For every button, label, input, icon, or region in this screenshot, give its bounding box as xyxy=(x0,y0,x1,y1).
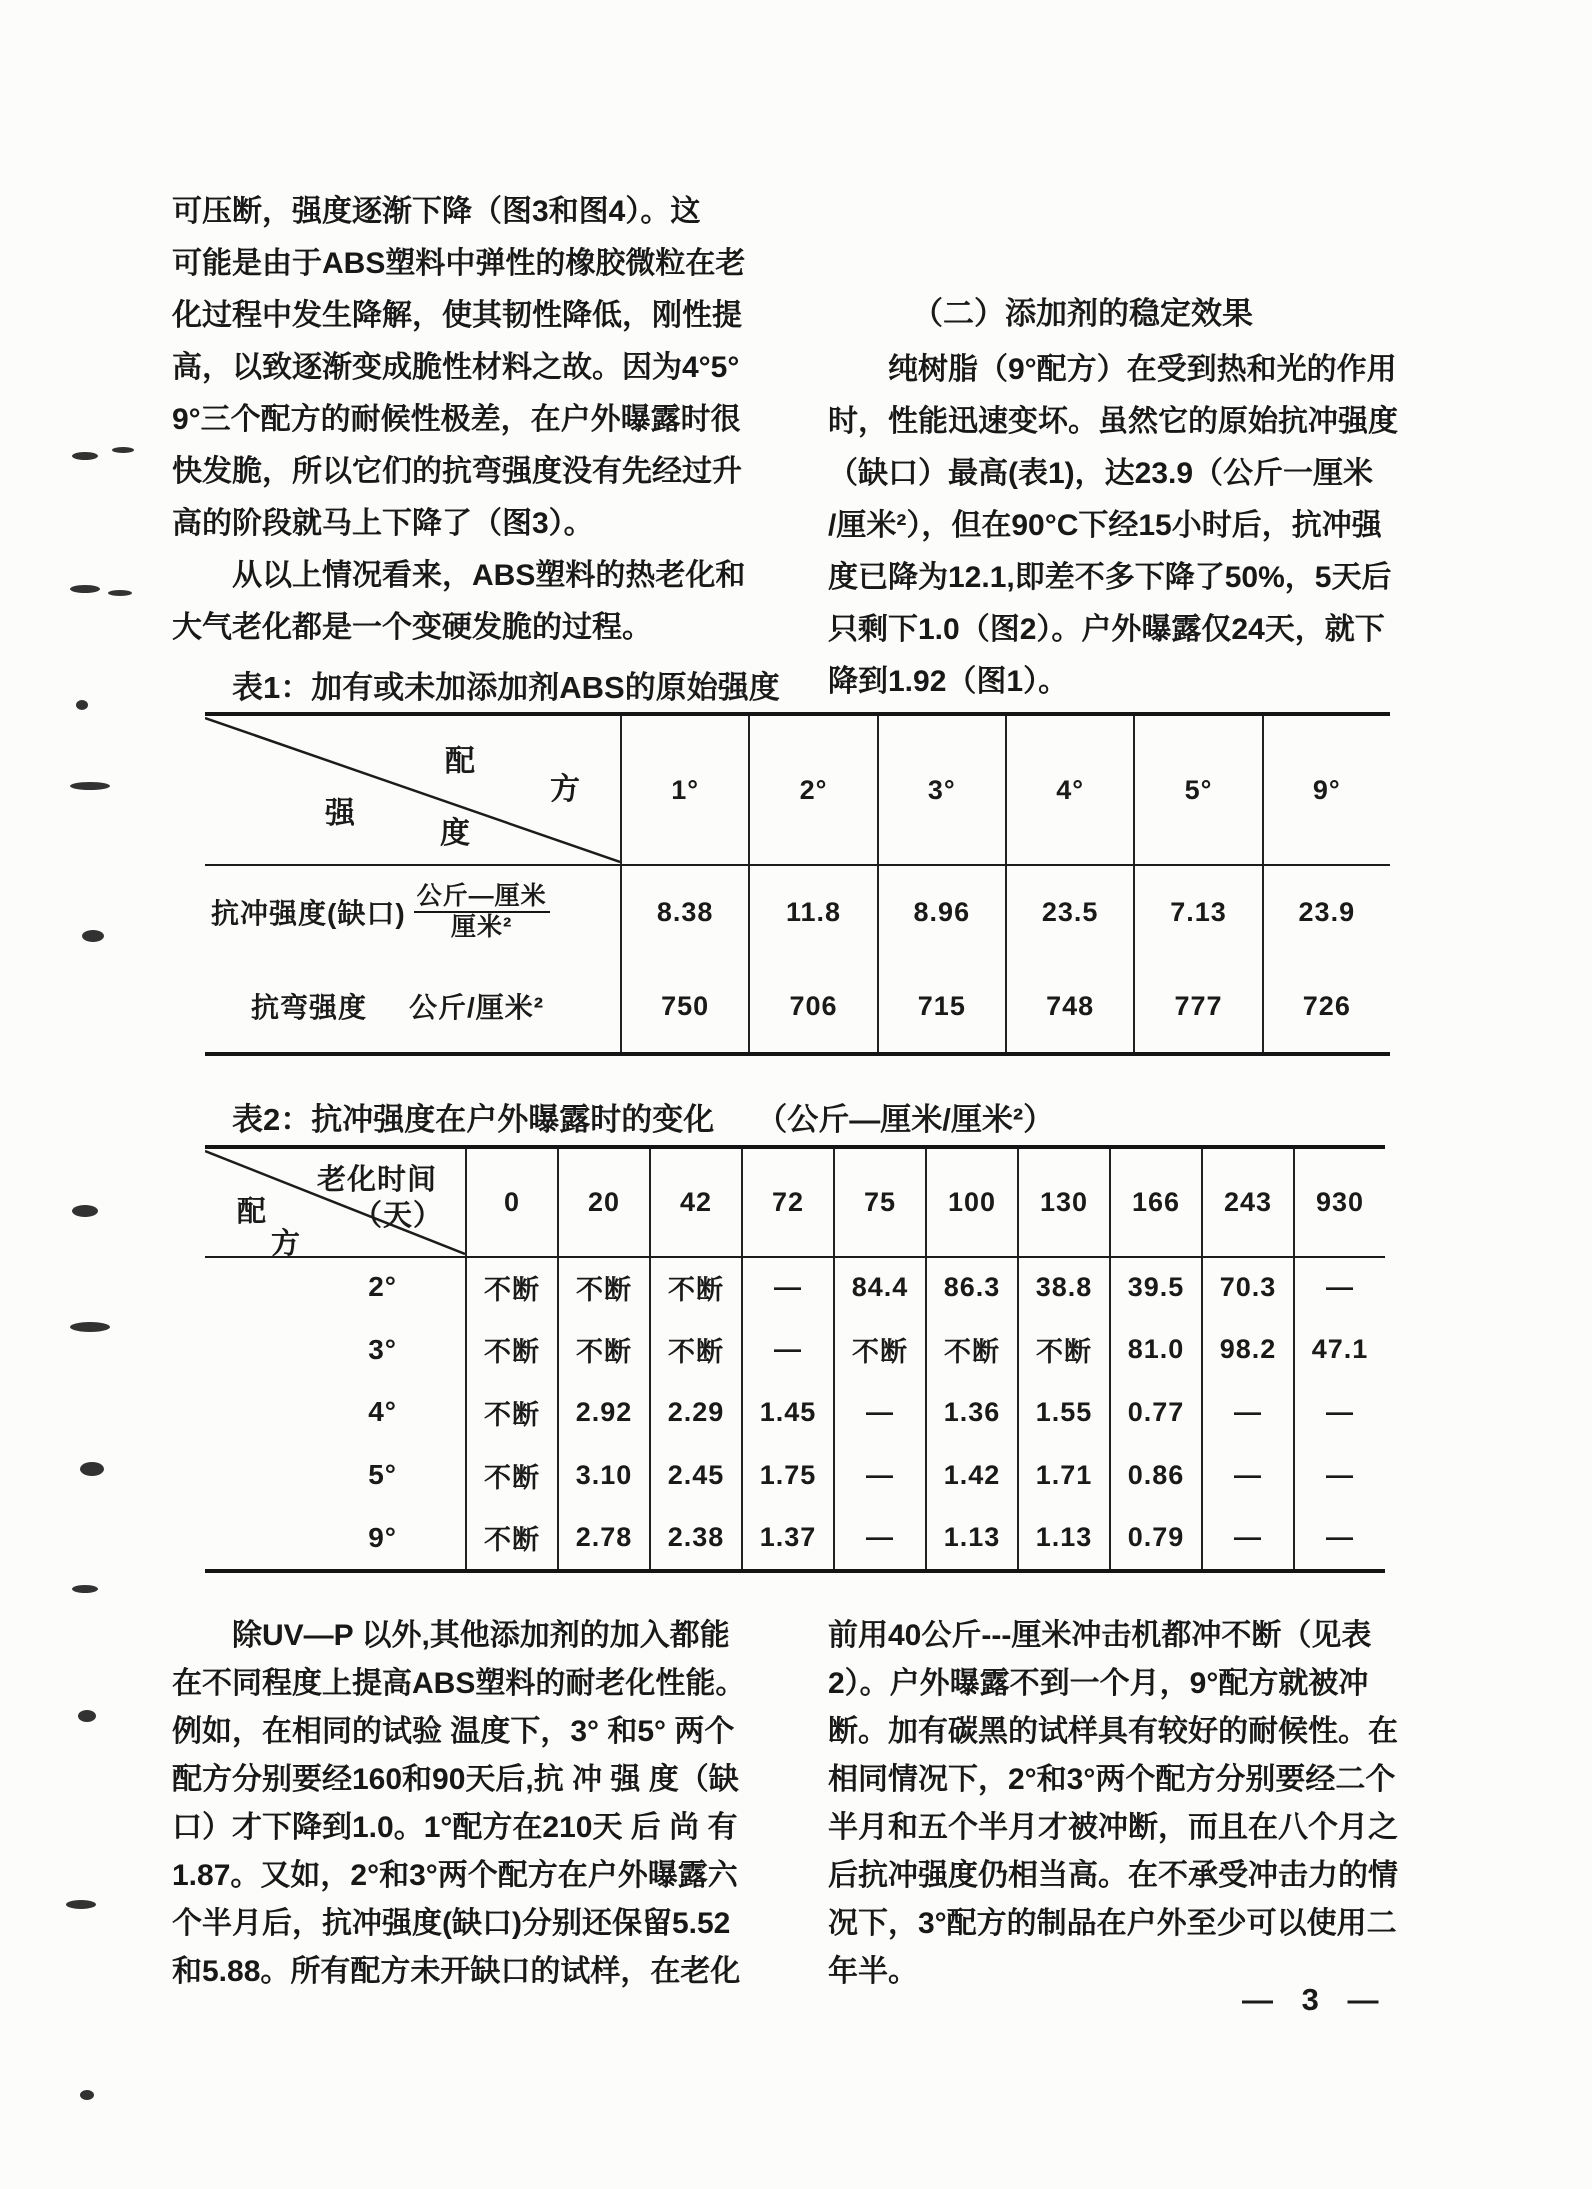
text-line: 个半月后，抗冲强度(缺口)分别还保留5.52 xyxy=(172,1907,731,1940)
text-line: 口）才下降到1.0。1°配方在210天 后 尚 有 xyxy=(172,1811,738,1844)
table2-cell: 0.77 xyxy=(1109,1381,1201,1444)
table2-cell: 38.8 xyxy=(1017,1256,1109,1319)
table2-cell: 不断 xyxy=(557,1319,649,1382)
table2-cell: 98.2 xyxy=(1201,1319,1293,1382)
table2-cell: — xyxy=(1201,1381,1293,1444)
table1-column-header: 9° xyxy=(1262,716,1390,864)
table2-cell: 3.10 xyxy=(557,1444,649,1507)
table2-cell: 不断 xyxy=(649,1256,741,1319)
section-heading: （二）添加剂的稳定效果 xyxy=(912,296,1253,331)
table2-cell: 2.38 xyxy=(649,1506,741,1569)
corner-label: 配 xyxy=(237,1196,268,1228)
text-line: 降到1.92（图1）。 xyxy=(828,665,1069,698)
table1-column-header: 5° xyxy=(1133,716,1261,864)
text-line: 从以上情况看来，ABS塑料的热老化和 xyxy=(172,559,746,592)
table2-cell: — xyxy=(1293,1381,1385,1444)
table2-column-header: 20 xyxy=(557,1149,649,1256)
table2-row-label: 3° xyxy=(368,1333,397,1365)
text-line: 配方分别要经160和90天后,抗 冲 强 度（缺 xyxy=(172,1763,739,1796)
table2-cell: 47.1 xyxy=(1293,1319,1385,1382)
table2-cell: 不断 xyxy=(833,1319,925,1382)
scan-artifact xyxy=(76,700,88,710)
table2-cell: 1.75 xyxy=(741,1444,833,1507)
text-line: 高的阶段就马上下降了（图3）。 xyxy=(172,507,594,540)
table2-column-header: 166 xyxy=(1109,1149,1201,1256)
text-line: 纯树脂（9°配方）在受到热和光的作用 xyxy=(828,353,1397,386)
table1-cell: 7.13 xyxy=(1133,864,1261,960)
table2-column-header: 930 xyxy=(1293,1149,1385,1256)
table2-cell: 不断 xyxy=(465,1256,557,1319)
table2-cell: — xyxy=(1201,1506,1293,1569)
scan-artifact xyxy=(108,590,132,596)
table2-cell: 84.4 xyxy=(833,1256,925,1319)
text-line: 可能是由于ABS塑料中弹性的橡胶微粒在老 xyxy=(172,247,746,280)
table2-cell: 1.13 xyxy=(1017,1506,1109,1569)
text-line: 高，以致逐渐变成脆性材料之故。因为4°5° xyxy=(172,351,740,384)
table2-cell: 81.0 xyxy=(1109,1319,1201,1382)
text-line: 和5.88。所有配方未开缺口的试样，在老化 xyxy=(172,1955,741,1988)
text-line: 度已降为12.1,即差不多下降了50%，5天后 xyxy=(828,561,1392,594)
table2-cell: — xyxy=(1293,1256,1385,1319)
table2-cell: 2.92 xyxy=(557,1381,649,1444)
table1-cell: 777 xyxy=(1133,960,1261,1052)
text-line: 快发脆，所以它们的抗弯强度没有先经过升 xyxy=(172,455,742,488)
table1-column-header: 2° xyxy=(748,716,876,864)
table1-cell: 750 xyxy=(620,960,748,1052)
text-line: 例如，在相同的试验 温度下，3° 和5° 两个 xyxy=(172,1715,735,1748)
table1 xyxy=(205,712,1390,1056)
text-line: 半月和五个半月才被冲断，而且在八个月之 xyxy=(828,1811,1398,1844)
scan-artifact xyxy=(72,452,98,460)
text-line: 在不同程度上提高ABS塑料的耐老化性能。 xyxy=(172,1667,746,1700)
text-line: 9°三个配方的耐候性极差，在户外曝露时很 xyxy=(172,403,741,436)
table2-cell: — xyxy=(1201,1444,1293,1507)
table1-column-header: 4° xyxy=(1005,716,1133,864)
row-label-text: 抗冲强度(缺口) xyxy=(211,898,406,929)
table2-cell: 1.45 xyxy=(741,1381,833,1444)
table2-cell: 不断 xyxy=(465,1319,557,1382)
corner-label: （天） xyxy=(353,1200,444,1232)
text-line: （缺口）最高(表1)，达23.9（公斤一厘米 xyxy=(828,457,1374,490)
scan-artifact xyxy=(80,1462,104,1476)
table1-cell: 748 xyxy=(1005,960,1133,1052)
table2-cell: — xyxy=(1293,1444,1385,1507)
table2-cell: 1.13 xyxy=(925,1506,1017,1569)
text-line: 时，性能迅速变坏。虽然它的原始抗冲强度 xyxy=(828,405,1398,438)
text-line: 年半。 xyxy=(828,1955,918,1988)
unit-fraction xyxy=(414,882,550,942)
table1-corner-cell xyxy=(205,716,620,864)
unit-denominator: 厘米² xyxy=(451,913,513,941)
paragraph-left-top xyxy=(172,186,745,654)
text-line: 化过程中发生降解，使其韧性降低，刚性提 xyxy=(172,299,742,332)
table2-cell: 2.45 xyxy=(649,1444,741,1507)
table2-cell: 2.78 xyxy=(557,1506,649,1569)
table1-cell: 726 xyxy=(1262,960,1390,1052)
table2-column-header: 243 xyxy=(1201,1149,1293,1256)
unit-numerator: 公斤—厘米 xyxy=(414,882,550,913)
table2-title-text: 表2：抗冲强度在户外曝露时的变化 xyxy=(232,1102,715,1137)
scan-artifact xyxy=(112,447,134,453)
table1-cell: 23.5 xyxy=(1005,864,1133,960)
text-line: 相同情况下，2°和3°两个配方分别要经二个 xyxy=(828,1763,1396,1796)
scan-artifact xyxy=(70,1322,110,1332)
table2-cell: 不断 xyxy=(465,1381,557,1444)
table1-cell: 8.38 xyxy=(620,864,748,960)
table1-cell: 706 xyxy=(748,960,876,1052)
scan-artifact xyxy=(66,1900,96,1909)
scan-artifact xyxy=(78,1710,96,1722)
text-line: 断。加有碳黑的试样具有较好的耐候性。在 xyxy=(828,1715,1398,1748)
text-line: 后抗冲强度仍相当高。在不承受冲击力的情 xyxy=(828,1859,1398,1892)
corner-label: 度 xyxy=(440,817,471,850)
table2-column-header: 130 xyxy=(1017,1149,1109,1256)
table2-row-label: 2° xyxy=(368,1271,397,1303)
table1-cell: 23.9 xyxy=(1262,864,1390,960)
table2-cell: 不断 xyxy=(925,1319,1017,1382)
table1-row1-label xyxy=(205,864,620,960)
scan-artifact xyxy=(70,585,100,593)
table2-cell: 不断 xyxy=(465,1506,557,1569)
table1-cell: 715 xyxy=(877,960,1005,1052)
table2-cell: — xyxy=(833,1444,925,1507)
scan-artifact xyxy=(72,1585,98,1593)
table1-column-header: 1° xyxy=(620,716,748,864)
table2-cell: 0.86 xyxy=(1109,1444,1201,1507)
table2-cell: — xyxy=(833,1381,925,1444)
table1-cell: 11.8 xyxy=(748,864,876,960)
table2-column-header: 42 xyxy=(649,1149,741,1256)
corner-label: 方 xyxy=(271,1228,302,1256)
corner-label: 方 xyxy=(550,773,581,806)
table2-cell: 1.37 xyxy=(741,1506,833,1569)
corner-label: 老化时间 xyxy=(317,1164,438,1196)
table2-row-label: 5° xyxy=(368,1459,397,1491)
paragraph-right-bottom xyxy=(828,1612,1398,1996)
table1-header-rule xyxy=(205,864,1390,866)
table2-title xyxy=(232,1094,1054,1139)
table2 xyxy=(205,1145,1385,1573)
text-line: 只剩下1.0（图2）。户外曝露仅24天，就下 xyxy=(828,613,1385,646)
text-line: 可压断，强度逐渐下降（图3和图4）。这 xyxy=(172,195,701,228)
table2-cell: 1.42 xyxy=(925,1444,1017,1507)
page-number: — 3 — xyxy=(1242,1982,1389,2017)
table2-row-label: 9° xyxy=(368,1521,397,1553)
scan-artifact xyxy=(70,782,110,790)
row-unit-text: 公斤/厘米² xyxy=(409,992,545,1023)
table2-row-label: 4° xyxy=(368,1396,397,1428)
table2-title-unit: （公斤—厘米/厘米²） xyxy=(756,1102,1055,1137)
table2-column-header: 0 xyxy=(465,1149,557,1256)
table1-title xyxy=(232,662,780,707)
table1-title-text: 表1：加有或未加添加剂ABS的原始强度 xyxy=(232,670,780,705)
table2-header-rule xyxy=(205,1256,1385,1258)
table2-cell: 1.55 xyxy=(1017,1381,1109,1444)
text-line: /厘米²），但在90°C下经15小时后，抗冲强 xyxy=(828,509,1382,542)
table2-cell: 不断 xyxy=(557,1256,649,1319)
table2-cell: — xyxy=(1293,1506,1385,1569)
table2-corner-cell xyxy=(205,1149,465,1256)
table2-cell: 39.5 xyxy=(1109,1256,1201,1319)
table2-column-header: 72 xyxy=(741,1149,833,1256)
text-line: 2）。户外曝露不到一个月，9°配方就被冲 xyxy=(828,1667,1369,1700)
table2-cell: 1.36 xyxy=(925,1381,1017,1444)
paragraph-right-top xyxy=(828,344,1398,708)
text-line: 大气老化都是一个变硬发脆的过程。 xyxy=(172,611,652,644)
table2-cell: 1.71 xyxy=(1017,1444,1109,1507)
table2-cell: — xyxy=(833,1506,925,1569)
corner-label: 配 xyxy=(445,745,476,778)
table2-cell: 0.79 xyxy=(1109,1506,1201,1569)
row-label-text: 抗弯强度 xyxy=(251,992,368,1023)
table2-cell: 86.3 xyxy=(925,1256,1017,1319)
table2-cell: 2.29 xyxy=(649,1381,741,1444)
scan-artifact xyxy=(72,1205,98,1217)
table2-cell: — xyxy=(741,1319,833,1382)
corner-label: 强 xyxy=(325,797,356,830)
text-line: 前用40公斤---厘米冲击机都冲不断（见表 xyxy=(828,1619,1372,1652)
table1-row2-label xyxy=(205,960,620,1052)
table2-cell: — xyxy=(741,1256,833,1319)
table1-column-header: 3° xyxy=(877,716,1005,864)
table2-cell: 不断 xyxy=(649,1319,741,1382)
table2-column-header: 75 xyxy=(833,1149,925,1256)
text-line: 1.87。又如，2°和3°两个配方在户外曝露六 xyxy=(172,1859,738,1892)
scan-artifact xyxy=(82,930,104,942)
text-line: 况下，3°配方的制品在户外至少可以使用二 xyxy=(828,1907,1397,1940)
paragraph-left-bottom xyxy=(172,1612,745,1996)
table2-cell: 不断 xyxy=(465,1444,557,1507)
text-line: 除UV—P 以外,其他添加剂的加入都能 xyxy=(172,1619,730,1652)
scan-artifact xyxy=(80,2090,94,2100)
table2-cell: 70.3 xyxy=(1201,1256,1293,1319)
table1-cell: 8.96 xyxy=(877,864,1005,960)
table2-cell: 不断 xyxy=(1017,1319,1109,1382)
table2-column-header: 100 xyxy=(925,1149,1017,1256)
